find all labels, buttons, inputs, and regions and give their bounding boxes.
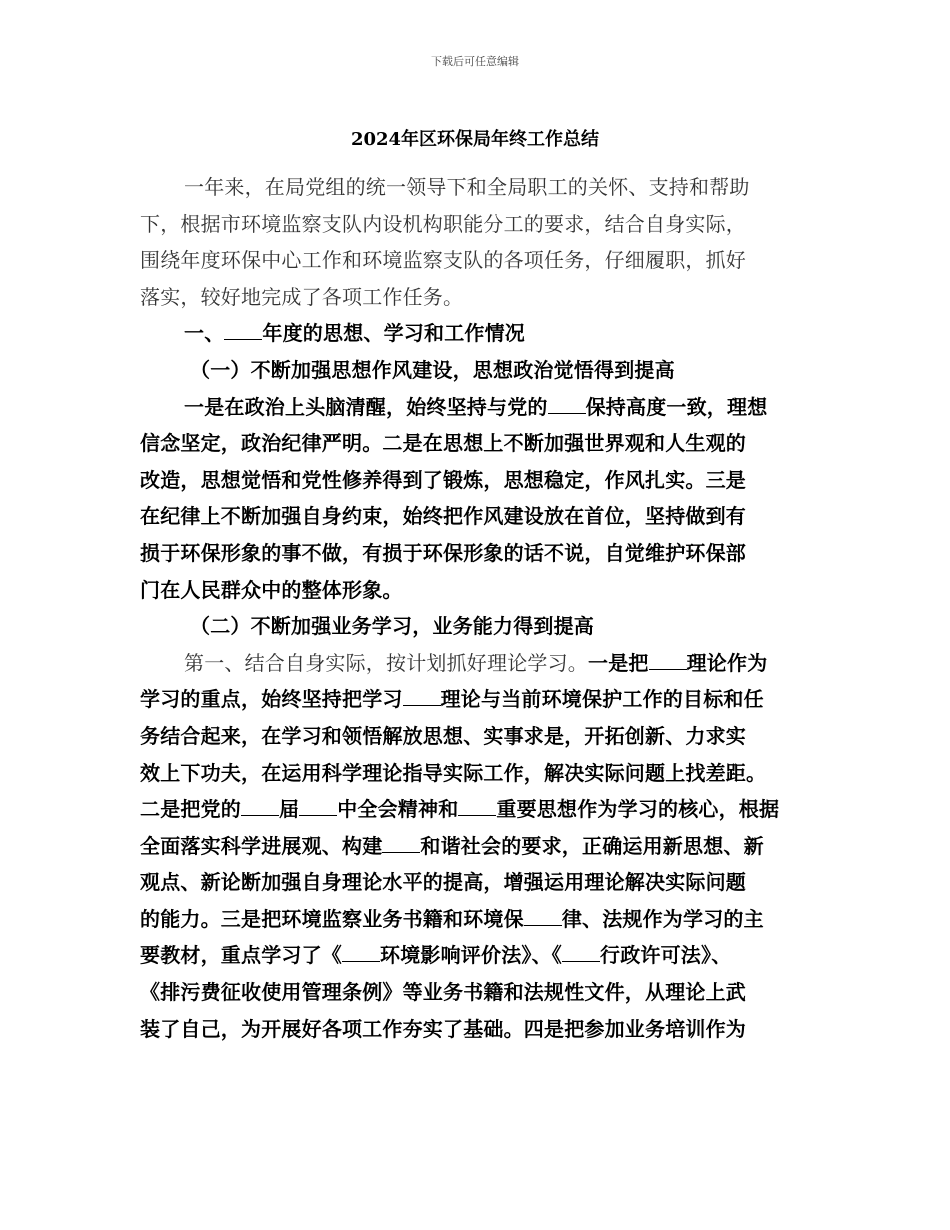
text-span: 围绕年度环保中心工作和环境监察支队的各项任务，仔细履职，抓好	[140, 248, 746, 273]
text-line	[140, 169, 812, 206]
text-span: 在纪律上不断加强自身约束，始终把作风建设放在首位，坚持做到有	[140, 504, 746, 529]
text-span: 理论与当前环境保护工作的目标和任	[440, 687, 764, 712]
text-line	[140, 498, 812, 535]
text-span: 落实，较好地完成了各项工作任务。	[140, 284, 464, 309]
text-span: 的能力。三是把环境监察业务书籍和环境保	[140, 906, 524, 931]
text-span: （一）不断加强思想作风建设，思想政治觉悟得到提高	[190, 357, 675, 382]
text-line	[140, 242, 812, 279]
text-line	[140, 864, 812, 901]
text-span: 和谐社会的要求，正确运用新思想、新	[420, 833, 764, 858]
text-span: 律、法规作为学习的主	[561, 906, 764, 931]
text-span: （二）不断加强业务学习，业务能力得到提高	[190, 614, 594, 639]
text-span: 下，根据市环境监察支队内设机构职能分工的要求，结合自身实际，	[140, 211, 746, 236]
text-span: 改造，思想觉悟和党性修养得到了锻炼，思想稳定，作风扎实。三是	[140, 467, 746, 492]
text-line	[140, 937, 812, 974]
text-line	[140, 828, 812, 865]
fill-in-blank	[403, 687, 441, 706]
text-span: 二是把党的	[140, 797, 241, 822]
text-span: 务结合起来，在学习和领悟解放思想、实事求是，开拓创新、力求实	[140, 723, 746, 748]
text-span: 信念坚定，政治纪律严明。二是在思想上不断加强世界观和人生观的	[140, 431, 746, 456]
text-line	[140, 206, 812, 243]
text-line	[140, 718, 812, 755]
text-span: 重要思想作为学习的核心，根据	[496, 797, 780, 822]
text-line	[140, 462, 812, 499]
text-span: 环境影响评价法》、《	[380, 943, 562, 968]
text-span: 第一、结合自身实际，按计划抓好理论学习。	[184, 650, 588, 675]
fill-in-blank	[299, 797, 337, 816]
fill-in-blank	[241, 797, 279, 816]
text-line	[140, 608, 812, 645]
text-line	[140, 535, 812, 572]
text-line	[140, 755, 812, 792]
text-line	[140, 279, 812, 316]
text-line	[140, 1011, 812, 1048]
text-span: 中全会精神和	[337, 797, 459, 822]
text-span: 一是在政治上头脑清醒，始终坚持与党的	[184, 394, 548, 419]
text-line	[140, 572, 812, 609]
fill-in-blank	[342, 943, 380, 962]
text-line	[140, 681, 812, 718]
text-span: 行政许可法》、	[600, 943, 732, 968]
text-span: 全面落实科学进展观、构建	[140, 833, 383, 858]
text-span: 保持高度一致，理想	[585, 394, 768, 419]
text-line	[140, 901, 812, 938]
text-span: 届	[279, 797, 300, 822]
text-line	[140, 974, 812, 1011]
document-body	[140, 169, 812, 1047]
text-span: 一年来，在局党组的统一领导下和全局职工的关怀、支持和帮助	[184, 175, 750, 199]
text-span: 效上下功夫，在运用科学理论指导实际工作，解决实际问题上找差距。	[140, 760, 767, 785]
fill-in-blank	[524, 907, 562, 926]
text-span: 要教材，重点学习了《	[140, 943, 342, 968]
fill-in-blank	[382, 834, 420, 853]
text-span: 年度的思想、学习和工作情况	[262, 321, 526, 346]
text-line	[140, 425, 812, 462]
text-span: 装了自己，为开展好各项工作夯实了基础。四是把参加业务培训作为	[140, 1016, 746, 1041]
text-line	[140, 315, 812, 352]
page-header: 下载后可任意编辑	[431, 55, 519, 68]
text-line	[140, 352, 812, 389]
fill-in-blank	[548, 395, 586, 414]
text-span: 一、	[184, 321, 225, 346]
text-span: 损于环保形象的事不做，有损于环保形象的话不说，自觉维护环保部	[140, 540, 746, 565]
fill-in-blank	[458, 797, 496, 816]
fill-in-blank	[649, 651, 687, 670]
text-span: 门在人民群众中的整体形象。	[140, 577, 403, 602]
text-line	[140, 389, 812, 426]
fill-in-blank	[562, 943, 600, 962]
text-span: 观点、新论断加强自身理论水平的提高，增强运用理论解决实际问题	[140, 870, 746, 895]
text-span: 一是把	[588, 650, 649, 675]
text-span: 理论作为	[686, 650, 768, 675]
text-span: 《排污费征收使用管理条例》等业务书籍和法规性文件，从理论上武	[140, 980, 746, 1005]
text-span: 学习的重点，始终坚持把学习	[140, 687, 403, 712]
text-line	[140, 791, 812, 828]
text-line	[140, 645, 812, 682]
document-title: 2024年区环保局年终工作总结	[350, 129, 600, 150]
fill-in-blank	[224, 321, 262, 340]
